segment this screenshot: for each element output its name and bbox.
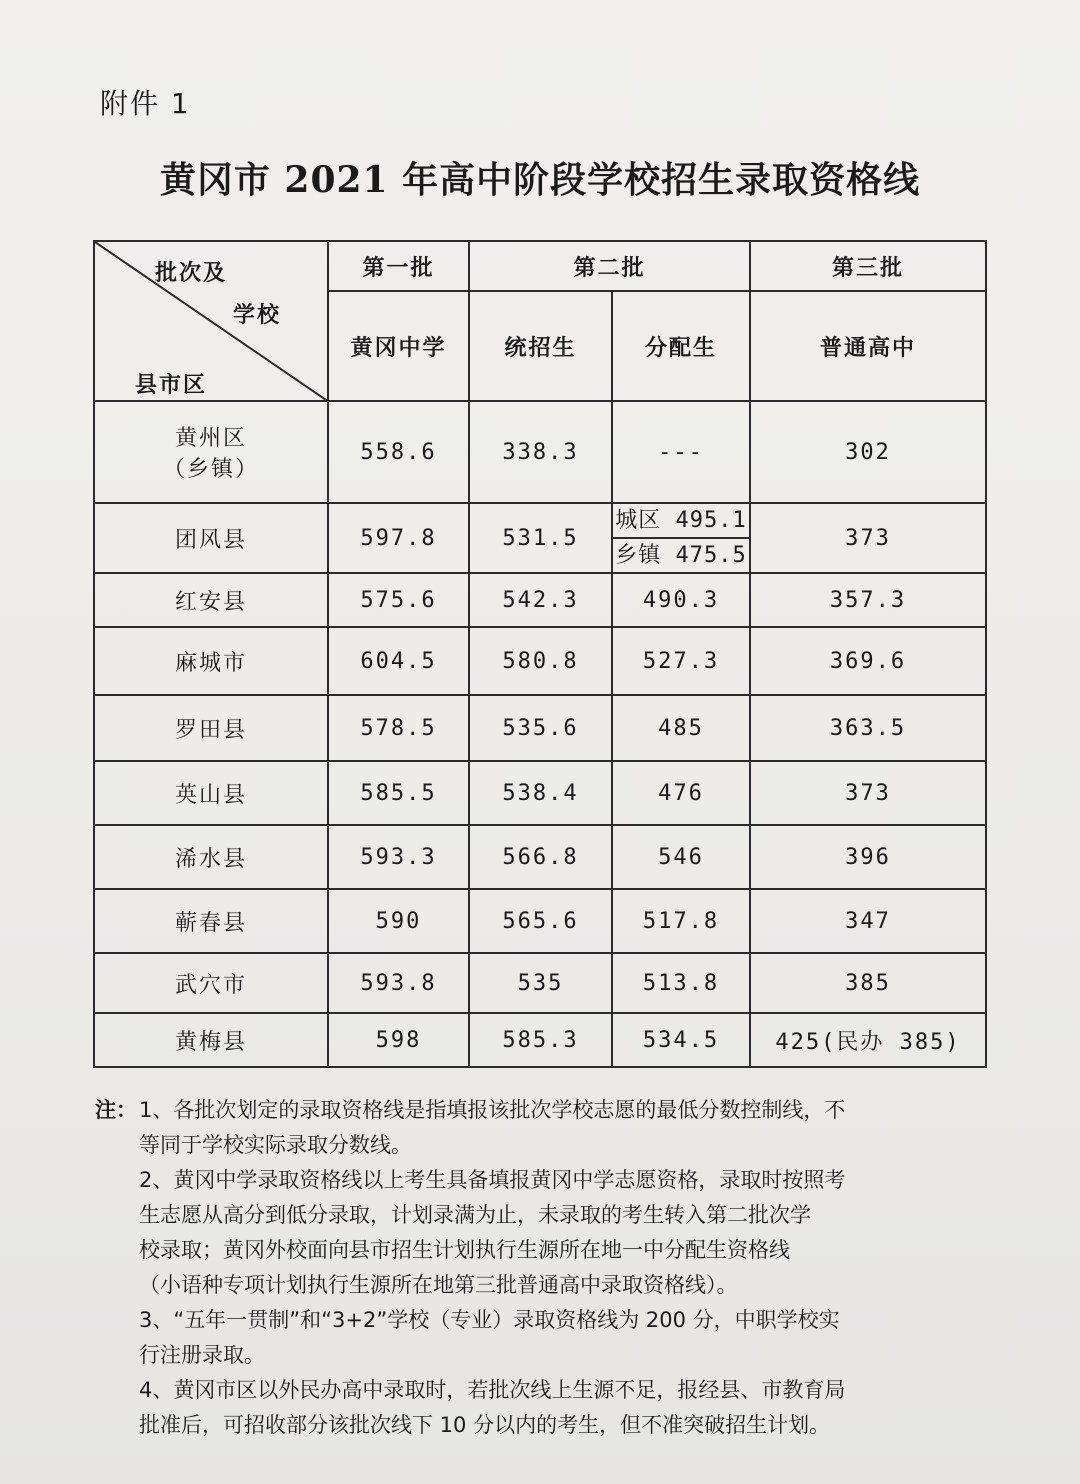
note-line: 2、黄冈中学录取资格线以上考生具备填报黄冈中学志愿资格，录取时按照考: [139, 1168, 846, 1192]
third-batch-score: 425(民办 385): [750, 1013, 986, 1067]
allocated-score-town: 乡镇 475.5: [615, 543, 747, 568]
allocated-score: 527.3: [612, 627, 750, 695]
table-row: [94, 825, 986, 889]
third-batch-score: 302: [750, 401, 986, 503]
table-row: [94, 1013, 986, 1067]
document-title: 黄冈市 2021 年高中阶段学校招生录取资格线: [159, 159, 921, 201]
first-batch-score: 598: [328, 1013, 469, 1067]
unified-score: 338.3: [469, 401, 612, 503]
county-name: 浠水县: [94, 825, 328, 889]
subheader-general-high: 普通高中: [750, 291, 986, 401]
note-line: 等同于学校实际录取分数线。: [139, 1133, 412, 1157]
third-batch-score: 385: [750, 953, 986, 1013]
third-batch-score: 396: [750, 825, 986, 889]
county-name: 黄梅县: [94, 1013, 328, 1067]
notes-label: 注：: [95, 1098, 137, 1122]
note-line: 1、各批次划定的录取资格线是指填报该批次学校志愿的最低分数控制线，不: [139, 1098, 846, 1122]
allocated-score: 534.5: [612, 1013, 750, 1067]
allocated-score: 546: [612, 825, 750, 889]
attachment-label: 附件 1: [100, 87, 191, 120]
allocated-score-city: 城区 495.1: [613, 504, 749, 539]
third-batch-score: 357.3: [750, 573, 986, 627]
first-batch-score: 593.8: [328, 953, 469, 1013]
allocated-score-split: [612, 503, 750, 573]
third-batch-score: 347: [750, 889, 986, 953]
table-header-row: [94, 241, 986, 291]
unified-score: 565.6: [469, 889, 612, 953]
first-batch-score: 590: [328, 889, 469, 953]
county-name: 黄州区: [174, 426, 247, 451]
allocated-score: 513.8: [612, 953, 750, 1013]
first-batch-score: 575.6: [328, 573, 469, 627]
county-cell: [94, 401, 328, 503]
unified-score: 531.5: [469, 503, 612, 573]
batch-header-first: 第一批: [328, 241, 469, 291]
allocated-score: 485: [612, 695, 750, 761]
note-line: 批准后，可招收部分该批次线下 10 分以内的考生，但不准突破招生计划。: [139, 1413, 831, 1437]
unified-score: 542.3: [469, 573, 612, 627]
allocated-score: 517.8: [612, 889, 750, 953]
first-batch-score: 597.8: [328, 503, 469, 573]
subheader-huanggang-high: 黄冈中学: [328, 291, 469, 401]
county-name: 蕲春县: [94, 889, 328, 953]
table-row: [94, 889, 986, 953]
unified-score: 580.8: [469, 627, 612, 695]
allocated-score: ---: [612, 401, 750, 503]
county-name: 罗田县: [94, 695, 328, 761]
table-row: [94, 761, 986, 825]
first-batch-score: 578.5: [328, 695, 469, 761]
unified-score: 566.8: [469, 825, 612, 889]
county-name: 团风县: [94, 503, 328, 573]
third-batch-score: 373: [750, 503, 986, 573]
county-name: 红安县: [94, 573, 328, 627]
table-row: [94, 503, 986, 573]
table-row: [94, 573, 986, 627]
third-batch-score: 363.5: [750, 695, 986, 761]
county-note: （乡镇）: [162, 457, 259, 482]
batch-header-third: 第三批: [750, 241, 986, 291]
note-line: （小语种专项计划执行生源所在地第三批普通高中录取资格线）。: [139, 1273, 738, 1297]
table-row: [94, 695, 986, 761]
corner-label-county: 县市区: [135, 373, 208, 398]
corner-label-school: 学校: [233, 303, 282, 328]
allocated-score: 476: [612, 761, 750, 825]
unified-score: 585.3: [469, 1013, 612, 1067]
note-line: 行注册录取。: [139, 1343, 265, 1367]
table-row: [94, 627, 986, 695]
table-row: [94, 401, 986, 503]
first-batch-score: 604.5: [328, 627, 469, 695]
note-line: 3、“五年一贯制”和“3+2”学校（专业）录取资格线为 200 分，中职学校实: [139, 1308, 840, 1332]
third-batch-score: 369.6: [750, 627, 986, 695]
unified-score: 535.6: [469, 695, 612, 761]
subheader-allocated: 分配生: [612, 291, 750, 401]
third-batch-score: 373: [750, 761, 986, 825]
unified-score: 538.4: [469, 761, 612, 825]
first-batch-score: 585.5: [328, 761, 469, 825]
first-batch-score: 593.3: [328, 825, 469, 889]
table-row: [94, 953, 986, 1013]
first-batch-score: 558.6: [328, 401, 469, 503]
batch-header-second: 第二批: [469, 241, 750, 291]
county-name: 英山县: [94, 761, 328, 825]
note-line: 校录取；黄冈外校面向县市招生计划执行生源所在地一中分配生资格线: [139, 1238, 790, 1262]
note-line: 4、黄冈市区以外民办高中录取时，若批次线上生源不足，报经县、市教育局: [139, 1378, 846, 1402]
corner-label-batch: 批次及: [155, 261, 228, 286]
admission-score-table: [93, 240, 987, 1068]
note-line: 生志愿从高分到低分录取，计划录满为止，未录取的考生转入第二批次学: [139, 1203, 811, 1227]
subheader-unified: 统招生: [469, 291, 612, 401]
county-name: 麻城市: [94, 627, 328, 695]
corner-header-cell: [94, 241, 328, 401]
allocated-score: 490.3: [612, 573, 750, 627]
unified-score: 535: [469, 953, 612, 1013]
county-name: 武穴市: [94, 953, 328, 1013]
